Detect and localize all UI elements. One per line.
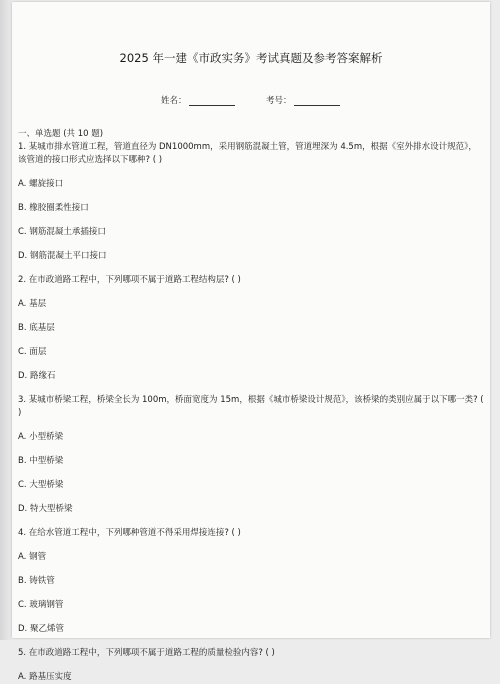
id-blank-line	[294, 96, 340, 106]
option-a: A. 小型桥梁	[18, 432, 64, 442]
question-text: 3. 某城市桥梁工程，桥梁全长为 100m，桥面宽度为 15m，根据《城市桥梁设计规范》，该桥梁的类别应属于以下哪一类? ( )	[18, 395, 484, 418]
id-label: 考号：	[266, 96, 292, 106]
question-text: 5. 在市政道路工程中，下列哪项不属于道路工程的质量检验内容? ( )	[18, 648, 275, 658]
id-field	[266, 94, 340, 106]
question-5	[18, 647, 484, 684]
option-c: C. 大型桥梁	[18, 480, 64, 490]
name-blank-line	[189, 96, 235, 106]
option-d: D. 路缘石	[18, 371, 56, 381]
option-a: A. 基层	[18, 299, 47, 309]
name-label: 姓名：	[161, 96, 187, 106]
option-c: C. 钢筋混凝土承插接口	[18, 227, 106, 237]
option-c: C. 面层	[18, 347, 47, 357]
question-text: 4. 在给水管道工程中，下列哪种管道不得采用焊接连接? ( )	[18, 528, 241, 538]
exam-paper	[12, 2, 490, 682]
page-edge-shadow	[0, 0, 12, 640]
option-a: A. 螺旋接口	[18, 179, 64, 189]
question-3	[18, 394, 484, 516]
option-d: D. 钢筋混凝土平口接口	[18, 251, 107, 261]
option-d: D. 聚乙烯管	[18, 624, 64, 634]
question-1	[18, 141, 484, 263]
option-b: B. 橡胶圈柔性接口	[18, 203, 89, 213]
option-b: B. 铸铁管	[18, 576, 55, 586]
section-title: 一、单选题 (共 10 题)	[18, 129, 104, 139]
option-d: D. 特大型桥梁	[18, 504, 73, 514]
question-text: 2. 在市政道路工程中，下列哪项不属于道路工程结构层? ( )	[18, 275, 241, 285]
option-b: B. 中型桥梁	[18, 456, 64, 466]
question-text: 1. 某城市排水管道工程，管道直径为 DN1000mm，采用钢筋混凝土管，管道埋深为 4.5m，根据《室外排水设计规范》，该管道的接口形式应选择以下哪种? ( )	[18, 142, 477, 165]
document-title: 2025 年一建《市政实务》考试真题及参考答案解析	[119, 51, 383, 65]
option-b: B. 底基层	[18, 323, 55, 333]
exam-content	[18, 128, 484, 684]
option-c: C. 玻璃钢管	[18, 600, 64, 610]
name-field	[161, 94, 235, 106]
question-2	[18, 274, 484, 383]
question-4	[18, 527, 484, 636]
option-a: A. 路基压实度	[18, 672, 72, 682]
option-a: A. 钢管	[18, 552, 47, 562]
